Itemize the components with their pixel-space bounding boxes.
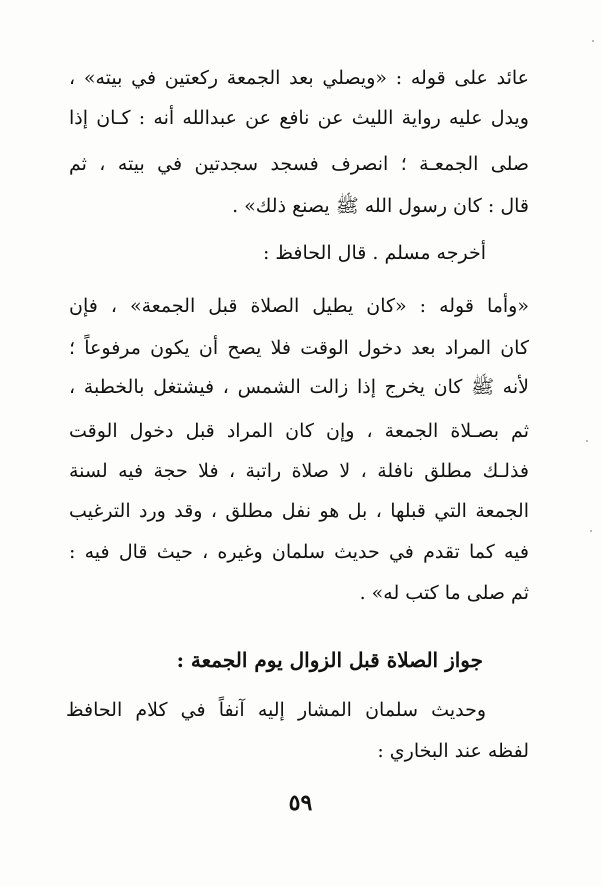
page-number: ٥٩	[288, 790, 313, 816]
paragraph1-line-1: عائد على قوله : «ويصلي بعد الجمعة ركعتين في بيته» ،	[69, 67, 529, 89]
scan-speck	[590, 530, 592, 532]
paragraph2-line-3: لأنه ﷺ كان يخرج إذا زالت الشمس ، فيشتغل بالخطبة ،	[69, 376, 529, 398]
paragraph2-line-5: فذلـك مطلق نافلة ، لا صلاة راتبة ، فلا حجة فيه لسنة	[69, 460, 529, 482]
paragraph2-line-4: ثم بصـلاة الجمعة ، وإن كان المراد قبل دخول الوقت	[69, 420, 529, 442]
paragraph2-line-1: «وأما قوله : «كان يطيل الصلاة قبل الجمعة» ، فإن	[69, 295, 529, 317]
paragraph3-line-1: وحديث سلمان المشار إليه آنفاً في كلام الحافظ	[66, 699, 486, 721]
paragraph1-line-3: صلى الجمعـة ؛ انصرف فسجد سجدتين في بيته ، ثم	[69, 153, 529, 175]
paragraph3-line-2: لفظه عند البخاري :	[377, 740, 529, 762]
scan-speck	[586, 440, 588, 442]
paragraph1-line-2: ويدل عليه رواية الليث عن نافع عن عبدالله أنه : كـان إذا	[69, 107, 529, 129]
scan-speck	[592, 40, 594, 42]
paragraph2-line-8: ثم صلى ما كتب له» .	[359, 582, 529, 604]
paragraph2-line-7: فيه كما تقدم في حديث سلمان وغيره ، حيث قال فيه :	[69, 541, 529, 563]
paragraph2-line-6: الجمعة التي قبلها ، بل هو نفل مطلق ، وقد ورد الترغيب	[69, 500, 529, 522]
section-heading: جواز الصلاة قبل الزوال يوم الجمعة :	[176, 648, 483, 672]
paragraph2-line-2: كان المراد بعد دخول الوقت فلا يصح أن يكون مرفوعاً ؛	[69, 337, 529, 359]
paragraph1-line-4: قال : كان رسول الله ﷺ يصنع ذلك» .	[232, 195, 529, 217]
citation-line: أخرجه مسلم . قال الحافظ :	[262, 242, 486, 264]
